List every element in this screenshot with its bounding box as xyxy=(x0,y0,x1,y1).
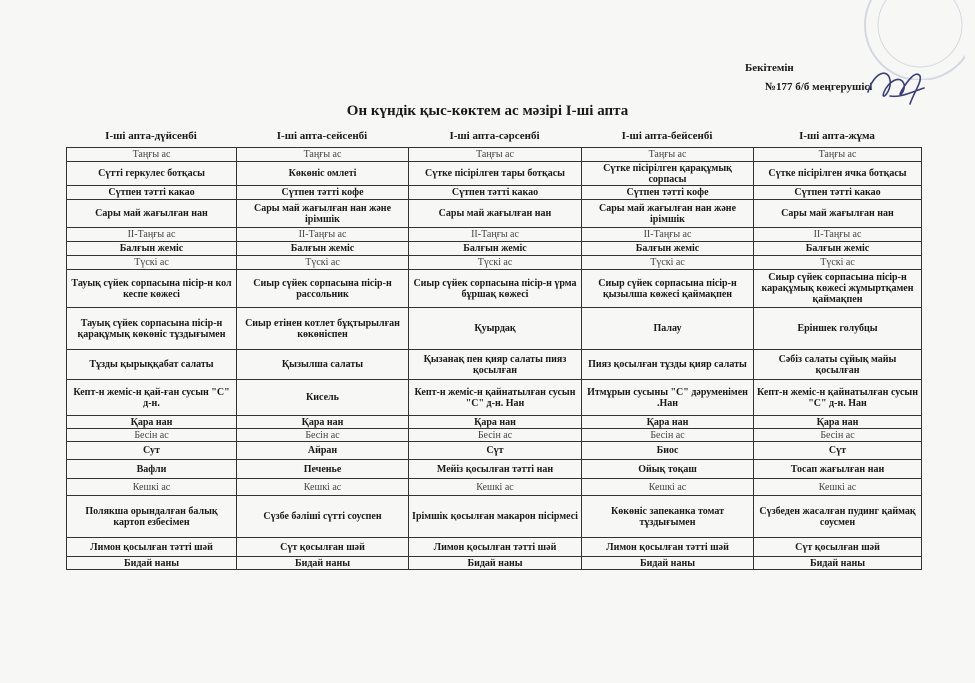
dish-cell: Сиыр сүйек сорпасына пісір-н қызылша көжесі қаймақпен xyxy=(582,270,754,308)
approved-label: Бекітемін xyxy=(745,62,794,74)
meal-cell: ІІ-Таңғы ас xyxy=(409,228,582,242)
dish-cell: Сиыр сүйек сорпасына пісір-н рассольник xyxy=(237,270,409,308)
meal-cell: Бесін ас xyxy=(237,429,409,442)
dish-cell: Қара нан xyxy=(754,416,922,429)
dish-cell: Сары май жағылған нан xyxy=(409,200,582,228)
dish-cell: Балғын жеміс xyxy=(582,242,754,256)
dish-cell: Сары май жағылған нан және ірімшік xyxy=(582,200,754,228)
meal-cell: Таңғы ас xyxy=(582,148,754,162)
dish-cell: Қызылша салаты xyxy=(237,350,409,380)
day-header: І-ші апта-сейсенбі xyxy=(276,130,368,142)
dish-cell: Сиыр сүйек сорпасына пісір-н карақұмық көжесі жұмыртқамен қаймақпен xyxy=(754,270,922,308)
dish-cell: Пияз қосылған тұзды қияр салаты xyxy=(582,350,754,380)
dish-cell: Бидай наны xyxy=(67,557,237,570)
dish-cell: Сүт xyxy=(754,442,922,460)
dish-cell: Сиыр сүйек сорпасына пісір-н үрма бұршақ көжесі xyxy=(409,270,582,308)
meal-cell: Бесін ас xyxy=(754,429,922,442)
dish-cell: Бидай наны xyxy=(237,557,409,570)
page-title: Он күндік қыс-көктем ас мәзірі І-ші апта xyxy=(346,103,629,119)
dish-cell: Печенье xyxy=(237,460,409,479)
dish-cell: Балғын жеміс xyxy=(67,242,237,256)
dish-cell: Итмұрын сусыны "С" дәруменімен .Нан xyxy=(582,380,754,416)
dish-cell: Көкөніс запеканка томат тұздығымен xyxy=(582,496,754,538)
dish-row xyxy=(67,442,922,460)
meal-cell: Кешкі ас xyxy=(237,479,409,496)
day-header: І-ші апта-дүйсенбі xyxy=(105,130,197,142)
dish-cell: Тосап жағылған нан xyxy=(754,460,922,479)
meal-cell: Түскі ас xyxy=(67,256,237,270)
dish-cell: Лимон қосылған тәтті шәй xyxy=(409,538,582,557)
dish-row xyxy=(67,162,922,186)
approver-position: №177 б/б меңгерушісі xyxy=(765,81,873,93)
dish-cell: Сүтті геркулес ботқасы xyxy=(67,162,237,186)
dish-cell: Балғын жеміс xyxy=(754,242,922,256)
dish-cell: Сүт қосылған шәй xyxy=(237,538,409,557)
dish-cell: Кепт-н жеміс-н қайнатылған сусын "С" д-н. Нан xyxy=(754,380,922,416)
dish-row xyxy=(67,242,922,256)
meal-cell: Кешкі ас xyxy=(754,479,922,496)
meal-cell: ІІ-Таңғы ас xyxy=(237,228,409,242)
dish-cell: Қара нан xyxy=(409,416,582,429)
dish-cell: Кепт-н жеміс-н қайнатылған сусын "С" д-н. Нан xyxy=(409,380,582,416)
dish-cell: Бидай наны xyxy=(754,557,922,570)
approval-block xyxy=(745,62,873,93)
dish-cell: Лимон қосылған тәтті шәй xyxy=(582,538,754,557)
meal-cell: Таңғы ас xyxy=(237,148,409,162)
dish-row xyxy=(67,186,922,200)
dish-cell: Лимон қосылған тәтті шәй xyxy=(67,538,237,557)
dish-row xyxy=(67,460,922,479)
dish-cell: Қызанақ пен қияр салаты пияз қосылған xyxy=(409,350,582,380)
dish-row xyxy=(67,200,922,228)
meal-cell: Түскі ас xyxy=(582,256,754,270)
meal-cell: Таңғы ас xyxy=(754,148,922,162)
meal-row xyxy=(67,148,922,162)
dish-cell: Кепт-н жеміс-н қай-ған сусын "С" д-н. xyxy=(67,380,237,416)
dish-cell: Қара нан xyxy=(582,416,754,429)
meal-cell: Бесін ас xyxy=(67,429,237,442)
dish-cell: Еріншек голубцы xyxy=(754,308,922,350)
dish-cell: Сүт xyxy=(409,442,582,460)
dish-cell: Сүтпен тәтті кофе xyxy=(237,186,409,200)
dish-cell: Қуырдақ xyxy=(409,308,582,350)
meal-cell: Кешкі ас xyxy=(582,479,754,496)
dish-cell: Ірімшік қосылған макарон пісірмесі xyxy=(409,496,582,538)
meal-cell: Кешкі ас xyxy=(67,479,237,496)
meal-cell: ІІ-Таңғы ас xyxy=(67,228,237,242)
dish-cell: Балғын жеміс xyxy=(237,242,409,256)
dish-cell: Сүтке пісірілген ячка ботқасы xyxy=(754,162,922,186)
dish-row xyxy=(67,557,922,570)
dish-cell: Сүтпен тәтті какао xyxy=(754,186,922,200)
dish-row xyxy=(67,308,922,350)
dish-row xyxy=(67,496,922,538)
dish-cell: Сүтпен тәтті кофе xyxy=(582,186,754,200)
dish-cell: Сары май жағылған нан xyxy=(67,200,237,228)
dish-cell: Бидай наны xyxy=(409,557,582,570)
meal-cell: Бесін ас xyxy=(582,429,754,442)
dish-cell: Биос xyxy=(582,442,754,460)
dish-cell: Сары май жағылған нан және ірімшік xyxy=(237,200,409,228)
dish-cell: Вафли xyxy=(67,460,237,479)
meal-cell: Түскі ас xyxy=(237,256,409,270)
menu-table xyxy=(66,147,922,570)
dish-row xyxy=(67,416,922,429)
dish-cell: Сут xyxy=(67,442,237,460)
meal-cell: Таңғы ас xyxy=(409,148,582,162)
dish-cell: Палау xyxy=(582,308,754,350)
dish-cell: Тауық сүйек сорпасына пісір-н қарақұмық көкөніс тұздығымен xyxy=(67,308,237,350)
meal-row xyxy=(67,228,922,242)
dish-cell: Полякша орындалған балық картоп езбесімен xyxy=(67,496,237,538)
dish-cell: Балғын жеміс xyxy=(409,242,582,256)
dish-row xyxy=(67,270,922,308)
dish-cell: Кисель xyxy=(237,380,409,416)
day-headers xyxy=(66,128,921,144)
day-header: І-ші апта-жұма xyxy=(799,130,875,142)
dish-cell: Қара нан xyxy=(237,416,409,429)
meal-cell: Кешкі ас xyxy=(409,479,582,496)
meal-cell: Түскі ас xyxy=(754,256,922,270)
dish-cell: Сиыр етінен котлет бұқтырылған көкөніспен xyxy=(237,308,409,350)
meal-cell: Таңғы ас xyxy=(67,148,237,162)
dish-cell: Тұзды қырыққабат салаты xyxy=(67,350,237,380)
dish-cell: Көкөніс омлеті xyxy=(237,162,409,186)
meal-cell: ІІ-Таңғы ас xyxy=(582,228,754,242)
dish-cell: Сүзбеден жасалған пудинг қаймақ соусмен xyxy=(754,496,922,538)
day-header: І-ші апта-бейсенбі xyxy=(621,130,713,142)
dish-cell: Сүтпен тәтті какао xyxy=(409,186,582,200)
dish-cell: Сүтпен тәтті какао xyxy=(67,186,237,200)
dish-cell: Сәбіз салаты сұйық майы қосылған xyxy=(754,350,922,380)
meal-row xyxy=(67,256,922,270)
dish-row xyxy=(67,538,922,557)
dish-cell: Мейіз қосылған тәтті нан xyxy=(409,460,582,479)
meal-row xyxy=(67,479,922,496)
dish-cell: Сары май жағылған нан xyxy=(754,200,922,228)
dish-cell: Айран xyxy=(237,442,409,460)
dish-cell: Сүтке пісірілген қарақұмық сорпасы xyxy=(582,162,754,186)
dish-row xyxy=(67,380,922,416)
dish-cell: Бидай наны xyxy=(582,557,754,570)
dish-row xyxy=(67,350,922,380)
day-header: І-ші апта-сәрсенбі xyxy=(449,130,540,142)
dish-cell: Ойық тоқаш xyxy=(582,460,754,479)
dish-cell: Сүтке пісірілген тары ботқасы xyxy=(409,162,582,186)
dish-cell: Тауық сүйек сорпасына пісір-н кол кеспе көжесі xyxy=(67,270,237,308)
meal-cell: ІІ-Таңғы ас xyxy=(754,228,922,242)
meal-cell: Бесін ас xyxy=(409,429,582,442)
dish-cell: Қара нан xyxy=(67,416,237,429)
dish-cell: Сүт қосылған шәй xyxy=(754,538,922,557)
meal-cell: Түскі ас xyxy=(409,256,582,270)
meal-row xyxy=(67,429,922,442)
dish-cell: Сүзбе бәліші сүтті соуспен xyxy=(237,496,409,538)
